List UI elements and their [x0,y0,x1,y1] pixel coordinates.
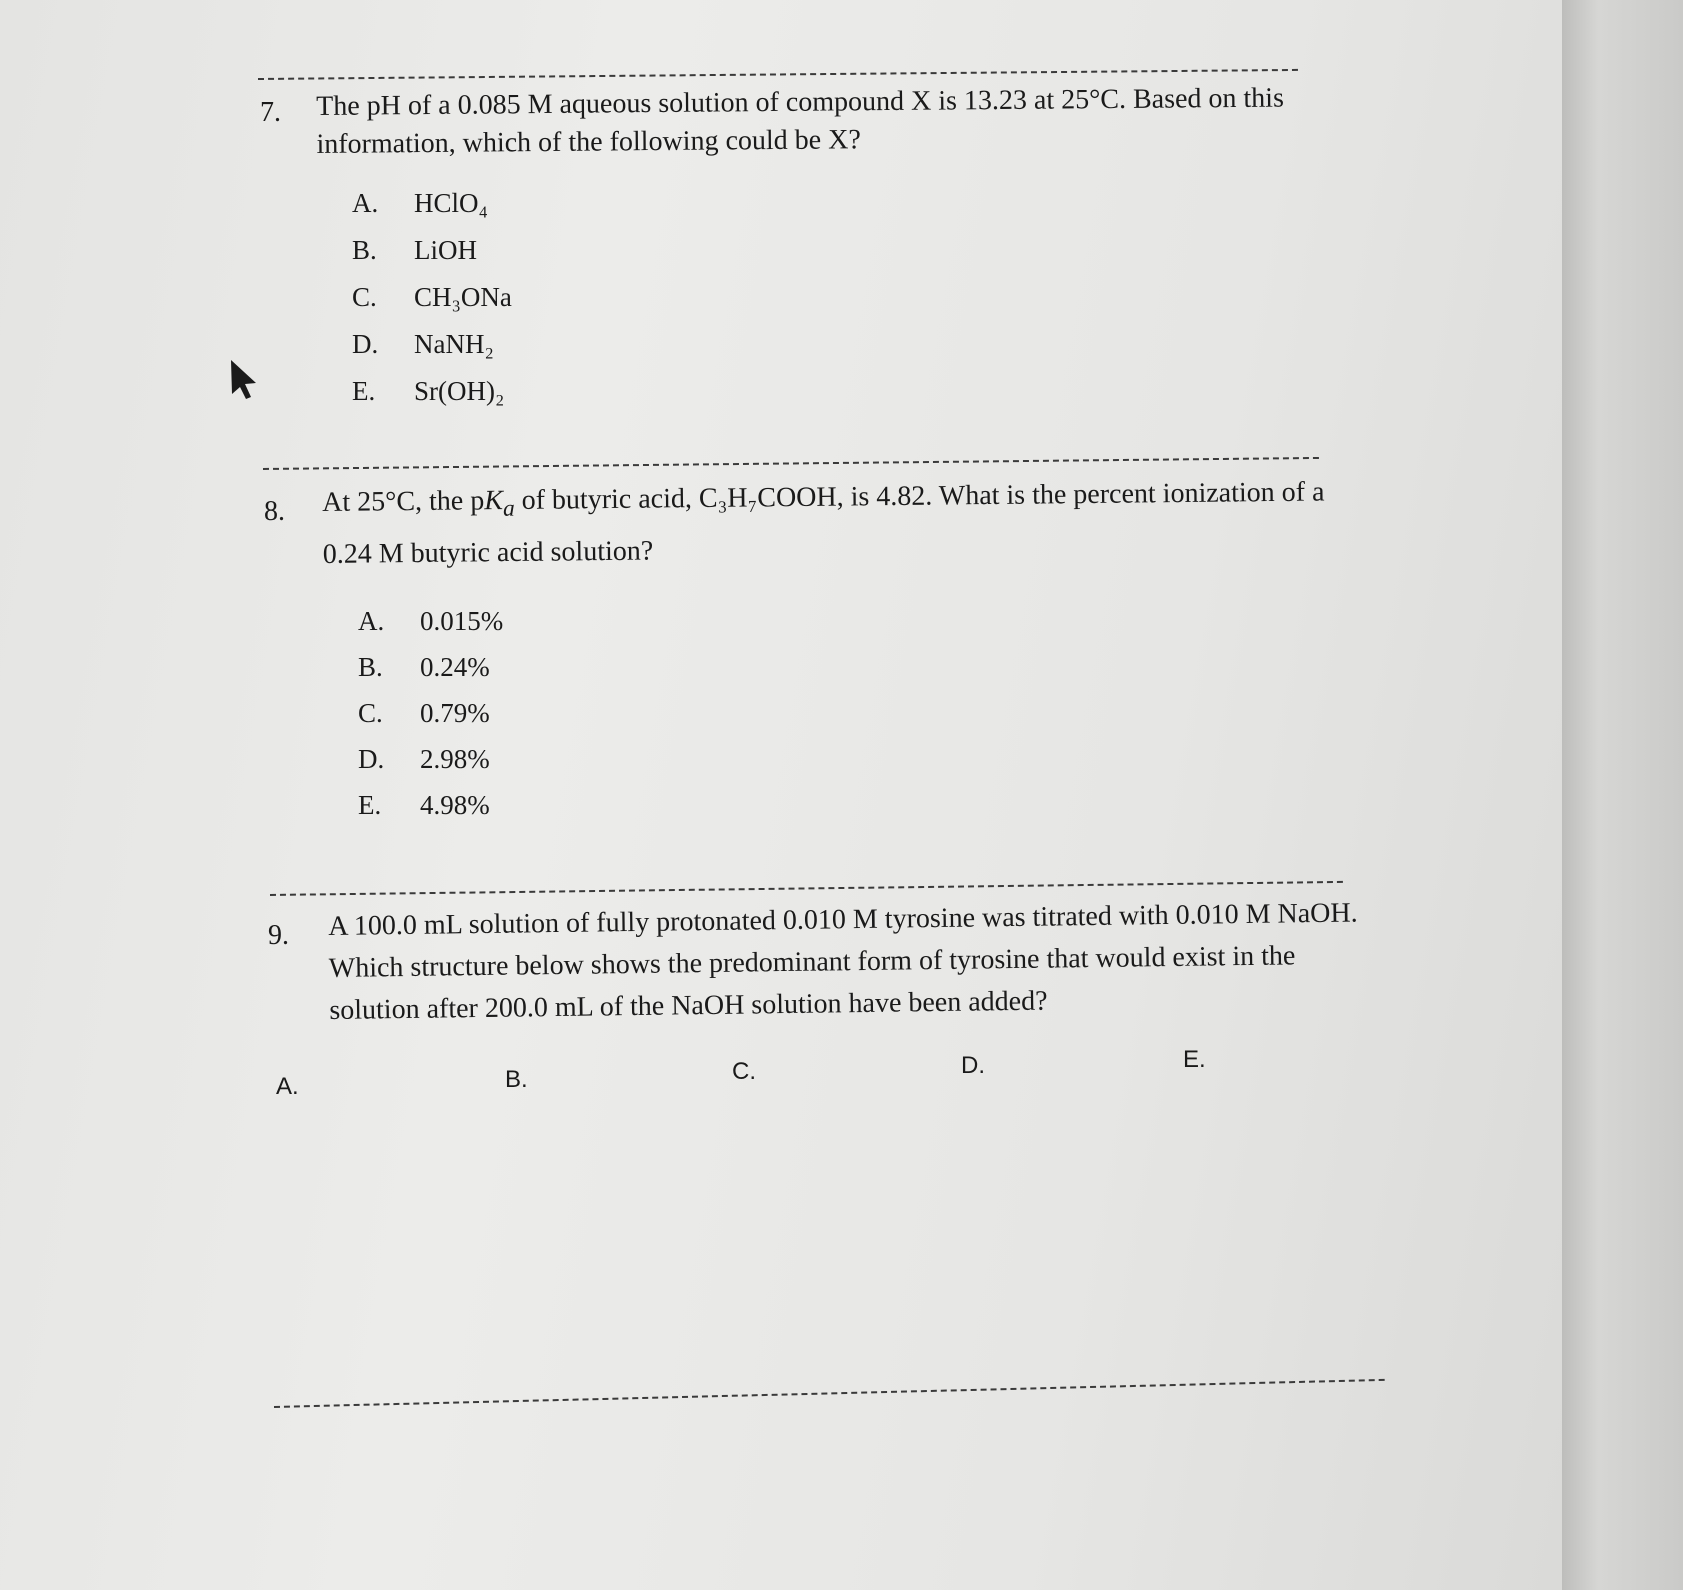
choice-letter-d: D. [961,1052,985,1079]
question-text-line: solution after 200.0 mL of the NaOH solution have been added? [329,985,1048,1026]
question-text-line: A 100.0 mL solution of fully protonated 0.010 M tyrosine was titrated with 0.010 M NaOH. [328,897,1358,942]
answer-option [358,652,490,683]
question-text-line: information, which of the following could be X? [316,124,861,160]
option-letter: D. [358,744,385,774]
choice-letter-a: A. [276,1073,299,1100]
option-letter: E. [358,790,382,820]
option-value: 0.015% [420,606,504,636]
option-value: HClO₄ [414,188,488,218]
option-letter: B. [358,652,383,682]
tyrosine-structures [255,1000,1495,1330]
text-segment: of butyric acid, C₃H₇COOH, is 4.82. What is the percent ionization of a [514,476,1325,516]
text-segment: a [502,495,515,522]
option-value: 0.24% [420,652,490,682]
option-value: Sr(OH)₂ [414,376,505,406]
option-letter: D. [352,329,379,359]
option-value: NaNH₂ [414,329,494,359]
option-letter: A. [358,606,385,636]
option-value: LiOH [414,235,477,265]
option-letter: C. [358,698,383,728]
answer-option [352,188,488,219]
option-value: 2.98% [420,744,490,774]
choice-letter-c: C. [732,1058,756,1085]
answer-option [358,698,490,729]
answer-option [352,329,494,360]
question-number: 8. [264,496,285,527]
answer-option [358,744,490,775]
answer-option [352,282,512,313]
question-number: 7. [260,97,281,128]
choice-letter-e: E. [1183,1046,1206,1073]
answer-option [358,790,490,821]
text-segment: K [484,485,504,517]
text-segment: At 25°C, the p [322,485,485,518]
mouse-pointer-icon [226,356,266,400]
option-value: CH₃ONa [414,282,512,312]
answer-option [358,606,503,637]
answer-option [352,376,504,407]
option-letter: C. [352,282,377,312]
option-value: 0.79% [420,698,490,728]
choice-letter-b: B. [505,1066,528,1093]
question-text-line: 0.24 M butyric acid solution? [322,535,654,570]
option-letter: A. [352,188,379,218]
question-text-line: Which structure below shows the predominant form of tyrosine that would exist in the [328,940,1296,984]
question-text [322,474,1325,574]
option-value: 4.98% [420,790,490,820]
question-number: 9. [268,920,289,951]
answer-option [352,235,477,266]
question-text-line: The pH of a 0.085 M aqueous solution of compound X is 13.23 at 25°C. Based on this [316,82,1285,122]
page-edge-background [1562,0,1683,1590]
option-letter: B. [352,235,377,265]
question-text-line [322,474,1325,530]
question-text [316,80,1284,164]
option-letter: E. [352,376,376,406]
